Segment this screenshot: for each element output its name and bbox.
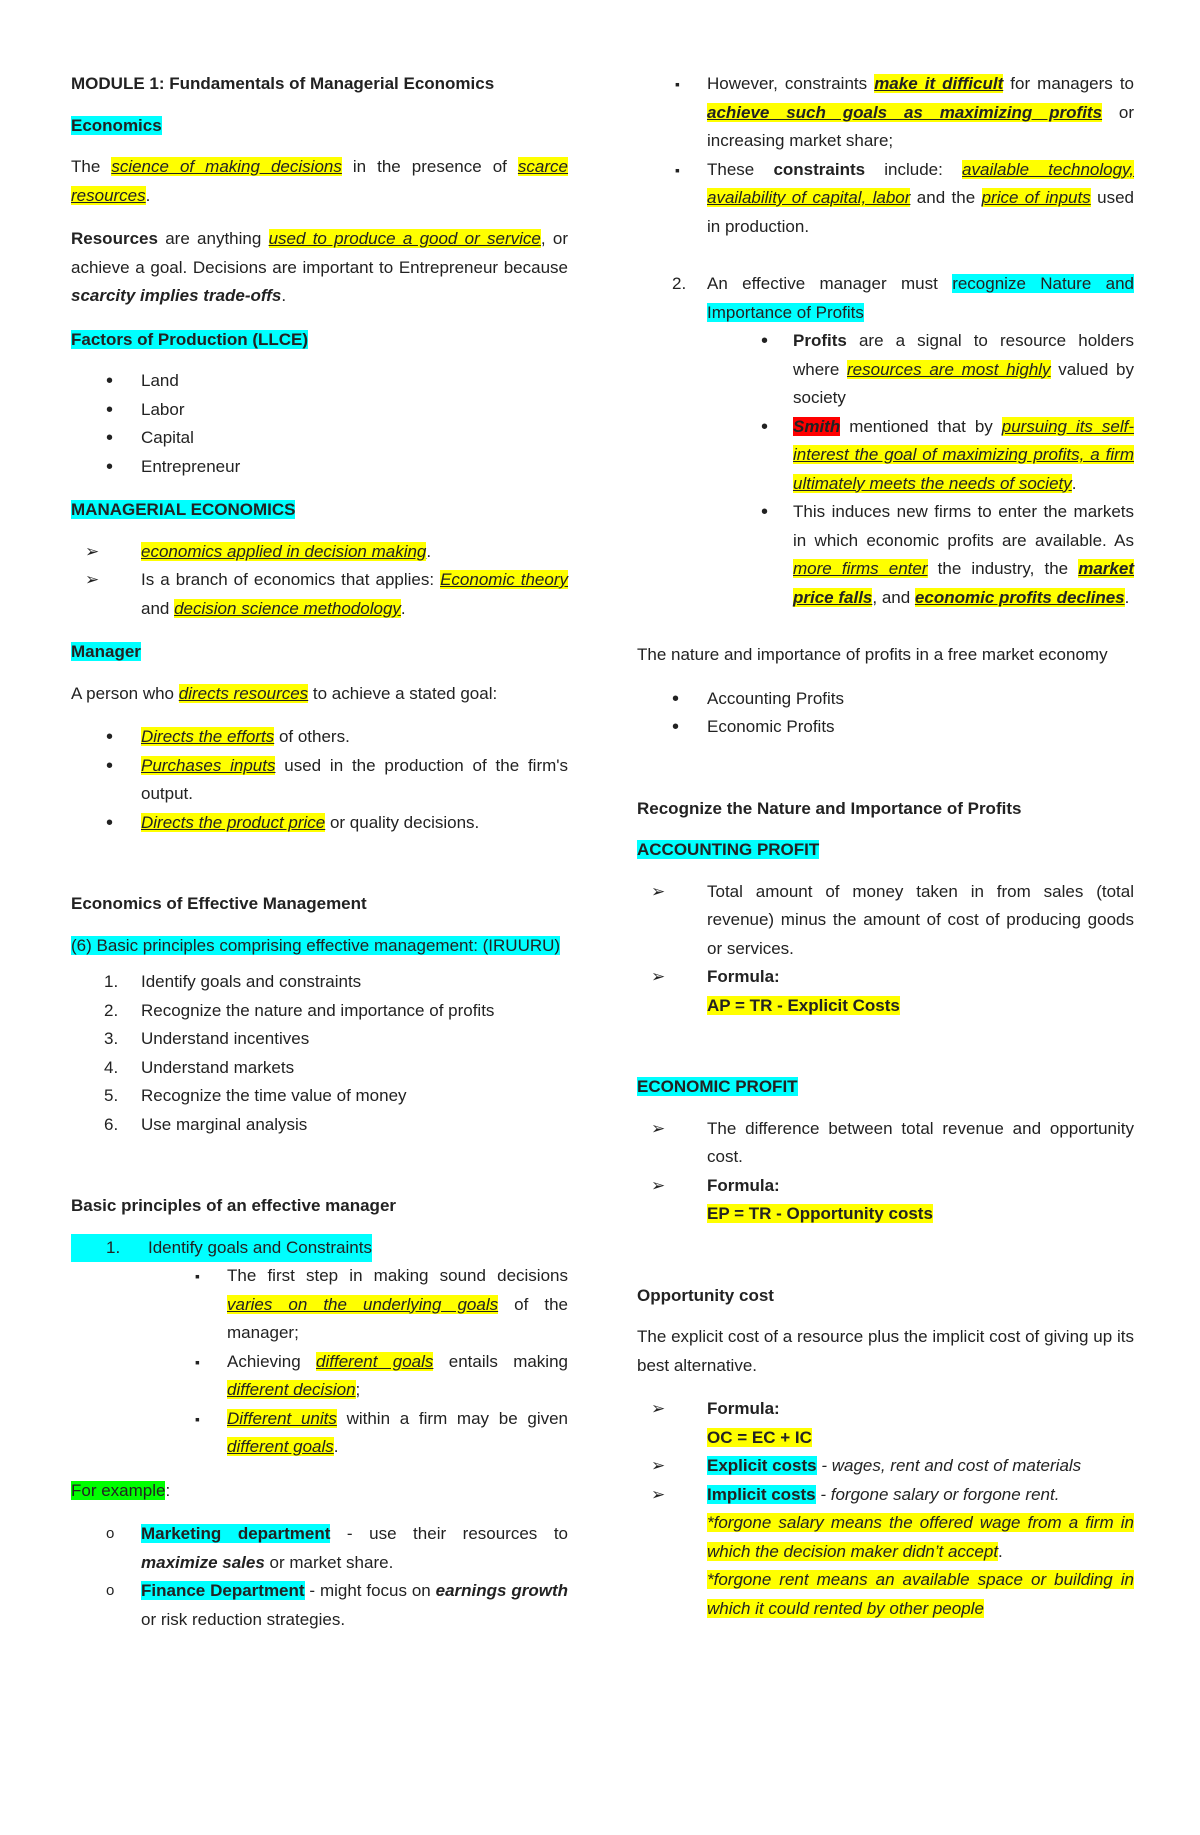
recognize-heading: Recognize the Nature and Importance of Profits bbox=[637, 798, 1022, 818]
list-item: ➢ Formula: OC = EC + IC bbox=[637, 1395, 1134, 1452]
economic-profit-list bbox=[637, 1115, 1134, 1229]
economic-profit-heading: ECONOMIC PROFIT bbox=[637, 1077, 798, 1096]
step2-list bbox=[637, 327, 1134, 612]
list-item: ▪ Different units within a firm may be given different goals. bbox=[149, 1405, 568, 1462]
manager-definition: A person who directs resources to achieve a stated goal: bbox=[71, 683, 498, 703]
list-item: ➢ The difference between total revenue and opportunity cost. bbox=[637, 1115, 1134, 1172]
accounting-profit-list bbox=[637, 878, 1134, 1021]
list-item: 2. Recognize the nature and importance of profits bbox=[104, 1000, 495, 1020]
effective-management-heading: Economics of Effective Management bbox=[71, 894, 367, 913]
resources-paragraph: Resources are anything used to produce a good or service, or achieve a goal. Decisions are important to Entrepreneur because scarcity implies trade-offs. bbox=[71, 229, 568, 305]
list-item: • Entrepreneur bbox=[71, 453, 568, 482]
list-item: ➢ Formula: AP = TR - Explicit Costs bbox=[637, 963, 1134, 1020]
opportunity-cost-list bbox=[637, 1395, 1134, 1623]
right-column bbox=[637, 70, 1134, 1638]
opportunity-cost-heading: Opportunity cost bbox=[637, 1285, 774, 1305]
list-item: 6. Use marginal analysis bbox=[104, 1114, 308, 1134]
list-item: 3. Understand incentives bbox=[104, 1029, 310, 1048]
list-item: • Smith mentioned that by pursuing its self-interest the goal of maximizing profits, a firm ultimately meets the needs of society. bbox=[715, 413, 1134, 499]
principles-list bbox=[71, 968, 568, 1139]
list-item: ➢ Formula: EP = TR - Opportunity costs bbox=[637, 1172, 1134, 1229]
profit-types-list bbox=[637, 685, 1134, 742]
list-item: ➢ Implicit costs - forgone salary or forgone rent. *forgone salary means the offered wage from a firm in which the decision maker didn’t accept. *forgone rent means an available space or building in which it could rented by other people bbox=[637, 1481, 1134, 1624]
for-example-label: For example: bbox=[71, 1480, 171, 1500]
list-item: • Land bbox=[71, 367, 568, 396]
list-item: • Capital bbox=[71, 424, 568, 453]
accounting-profit-heading: ACCOUNTING PROFIT bbox=[637, 840, 820, 859]
step1-heading: 1. Identify goals and Constraints bbox=[71, 1234, 568, 1263]
module-title: MODULE 1: Fundamentals of Managerial Economics bbox=[71, 74, 495, 93]
constraints-list bbox=[637, 70, 1134, 241]
list-item: ▪ These constraints include: available technology, availability of capital, labor and the price of inputs used in production. bbox=[637, 156, 1134, 242]
nature-paragraph: The nature and importance of profits in a free market economy bbox=[637, 645, 1108, 664]
economics-definition: The science of making decisions in the presence of scarce resources. bbox=[71, 157, 568, 205]
list-item: ➢ Explicit costs - wages, rent and cost of materials bbox=[637, 1452, 1134, 1481]
manager-list bbox=[71, 723, 568, 837]
list-item: 5. Recognize the time value of money bbox=[104, 1086, 407, 1105]
economics-heading: Economics bbox=[71, 115, 162, 135]
list-item: • This induces new firms to enter the markets in which economic profits are available. As more firms enter the industry, the market price falls, and economic profits declines. bbox=[715, 498, 1134, 612]
factors-heading: Factors of Production (LLCE) bbox=[71, 329, 309, 349]
list-item: ▪ The first step in making sound decisions varies on the underlying goals of the manager; bbox=[149, 1262, 568, 1348]
list-item: • Labor bbox=[71, 396, 568, 425]
managerial-economics-heading: MANAGERIAL ECONOMICS bbox=[71, 500, 296, 519]
list-item: ➢ Is a branch of economics that applies: Economic theory and decision science methodology. bbox=[71, 566, 568, 623]
step2-heading: 2. An effective manager must recognize Nature and Importance of Profits bbox=[672, 274, 1135, 322]
list-item: ➢ Total amount of money taken in from sales (total revenue) minus the amount of cost of producing goods or services. bbox=[637, 878, 1134, 964]
list-item: ➢ economics applied in decision making. bbox=[71, 538, 568, 567]
list-item: ▪ Achieving different goals entails making different decision; bbox=[149, 1348, 568, 1405]
list-item: • Profits are a signal to resource holders where resources are most highly valued by society bbox=[715, 327, 1134, 413]
step1-list bbox=[71, 1262, 568, 1462]
six-principles-heading: (6) Basic principles comprising effective management: (IRUURU) bbox=[71, 935, 561, 955]
list-item: • Accounting Profits bbox=[637, 685, 1134, 714]
list-item: ▪ However, constraints make it difficult for managers to achieve such goals as maximizing profits or increasing market share; bbox=[637, 70, 1134, 156]
manager-heading: Manager bbox=[71, 642, 141, 661]
factors-list bbox=[71, 367, 568, 481]
left-column bbox=[71, 70, 568, 1649]
list-item: • Directs the product price or quality decisions. bbox=[71, 809, 568, 838]
list-item: • Purchases inputs used in the production of the firm's output. bbox=[71, 752, 568, 809]
effective-manager-heading: Basic principles of an effective manager bbox=[71, 1196, 397, 1215]
opportunity-cost-definition: The explicit cost of a resource plus the implicit cost of giving up its best alternative. bbox=[637, 1327, 1134, 1375]
list-item: o Marketing department - use their resources to maximize sales or market share. bbox=[71, 1520, 568, 1577]
list-item: 4. Understand markets bbox=[104, 1057, 295, 1077]
list-item: • Economic Profits bbox=[637, 713, 1134, 742]
list-item: 1. Identify goals and constraints bbox=[104, 972, 362, 991]
list-item: o Finance Department - might focus on earnings growth or risk reduction strategies. bbox=[71, 1577, 568, 1634]
examples-list bbox=[71, 1520, 568, 1634]
managerial-economics-list bbox=[71, 538, 568, 624]
list-item: • Directs the efforts of others. bbox=[71, 723, 568, 752]
